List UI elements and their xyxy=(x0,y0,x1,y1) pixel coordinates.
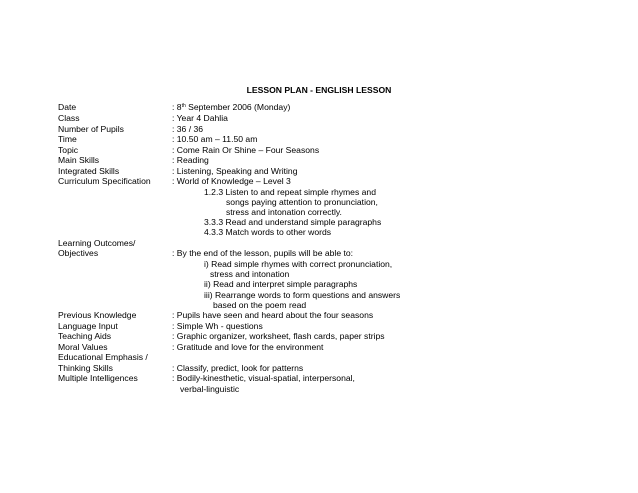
row-class xyxy=(0,114,638,124)
row-objectives-line-3 xyxy=(0,280,638,290)
main-skills-value: : Reading xyxy=(172,155,209,165)
row-previous-knowledge xyxy=(0,311,638,321)
class-label: Class xyxy=(58,113,80,123)
date-value xyxy=(172,103,290,112)
row-objectives-line-1 xyxy=(0,260,638,270)
moral-values-value: : Gratitude and love for the environment xyxy=(172,341,324,352)
topic-label: Topic xyxy=(58,144,79,155)
date-value-sup: th xyxy=(181,103,186,109)
language-input-value: : Simple Wh - questions xyxy=(172,320,263,331)
row-curriculum-line-5 xyxy=(0,228,638,238)
curriculum-line: 4.3.3 Match words to other words xyxy=(204,227,332,237)
educational-emphasis-label: Educational Emphasis / xyxy=(58,352,148,362)
main-skills-label: Main Skills xyxy=(58,155,100,165)
page-title xyxy=(0,86,638,95)
multiple-intelligences-value: : Bodily-kinesthetic, visual-spatial, interpersonal, xyxy=(172,373,355,383)
class-value: : Year 4 Dahlia xyxy=(172,113,228,123)
row-teaching-aids xyxy=(0,332,638,342)
row-pupils xyxy=(0,125,638,135)
integrated-skills-value: : Listening, Speaking and Writing xyxy=(172,165,298,176)
curriculum-line: 3.3.3 Read and understand simple paragraphs xyxy=(204,216,382,227)
date-value-prefix: : 8 xyxy=(172,102,182,112)
teaching-aids-label: Teaching Aids xyxy=(58,331,112,341)
row-educational-emphasis xyxy=(0,353,638,363)
objectives-label: Objectives xyxy=(58,248,99,258)
date-label: Date xyxy=(58,102,77,112)
row-curriculum xyxy=(0,177,638,187)
teaching-aids-value: : Graphic organizer, worksheet, flash cards, paper strips xyxy=(172,331,385,341)
pupils-label: Number of Pupils xyxy=(58,123,124,134)
objective-line: ii) Read and interpret simple paragraphs xyxy=(204,279,358,289)
time-value: : 10.50 am – 11.50 am xyxy=(172,134,258,144)
row-multiple-intelligences xyxy=(0,374,638,384)
pupils-value: : 36 / 36 xyxy=(172,123,204,134)
outcomes-label: Learning Outcomes/ xyxy=(58,237,136,248)
row-time xyxy=(0,135,638,145)
row-main-skills xyxy=(0,156,638,166)
row-multiple-intelligences-line-2 xyxy=(0,385,638,395)
objective-line: stress and intonation xyxy=(210,268,290,279)
curriculum-value: : World of Knowledge – Level 3 xyxy=(172,176,291,186)
curriculum-line: songs paying attention to pronunciation, xyxy=(226,196,378,207)
row-date xyxy=(0,103,638,113)
moral-values-label: Moral Values xyxy=(58,341,108,352)
objectives-value: : By the end of the lesson, pupils will be able to: xyxy=(172,248,354,258)
objective-line: iii) Rearrange words to form questions and answers xyxy=(204,289,401,300)
title-text: LESSON PLAN - ENGLISH LESSON xyxy=(246,85,392,95)
row-objectives xyxy=(0,249,638,259)
time-label: Time xyxy=(58,134,77,144)
curriculum-line: 1.2.3 Listen to and repeat simple rhymes and xyxy=(204,186,376,197)
multiple-intelligences-line: verbal-linguistic xyxy=(180,383,240,394)
curriculum-label: Curriculum Specification xyxy=(58,176,151,186)
language-input-label: Language Input xyxy=(58,320,118,331)
previous-knowledge-label: Previous Knowledge xyxy=(58,310,137,320)
curriculum-line: stress and intonation correctly. xyxy=(226,206,342,217)
integrated-skills-label: Integrated Skills xyxy=(58,165,120,176)
previous-knowledge-value: : Pupils have seen and heard about the four seasons xyxy=(172,310,374,320)
row-objectives-line-4 xyxy=(0,291,638,301)
thinking-skills-value: : Classify, predict, look for patterns xyxy=(172,362,304,373)
thinking-skills-label: Thinking Skills xyxy=(58,362,113,373)
multiple-intelligences-label: Multiple Intelligences xyxy=(58,373,138,383)
date-value-suffix: September 2006 (Monday) xyxy=(185,102,291,112)
objective-line: i) Read simple rhymes with correct pronunciation, xyxy=(204,258,393,269)
topic-value: : Come Rain Or Shine – Four Seasons xyxy=(172,144,320,155)
objective-line: based on the poem read xyxy=(213,299,307,310)
